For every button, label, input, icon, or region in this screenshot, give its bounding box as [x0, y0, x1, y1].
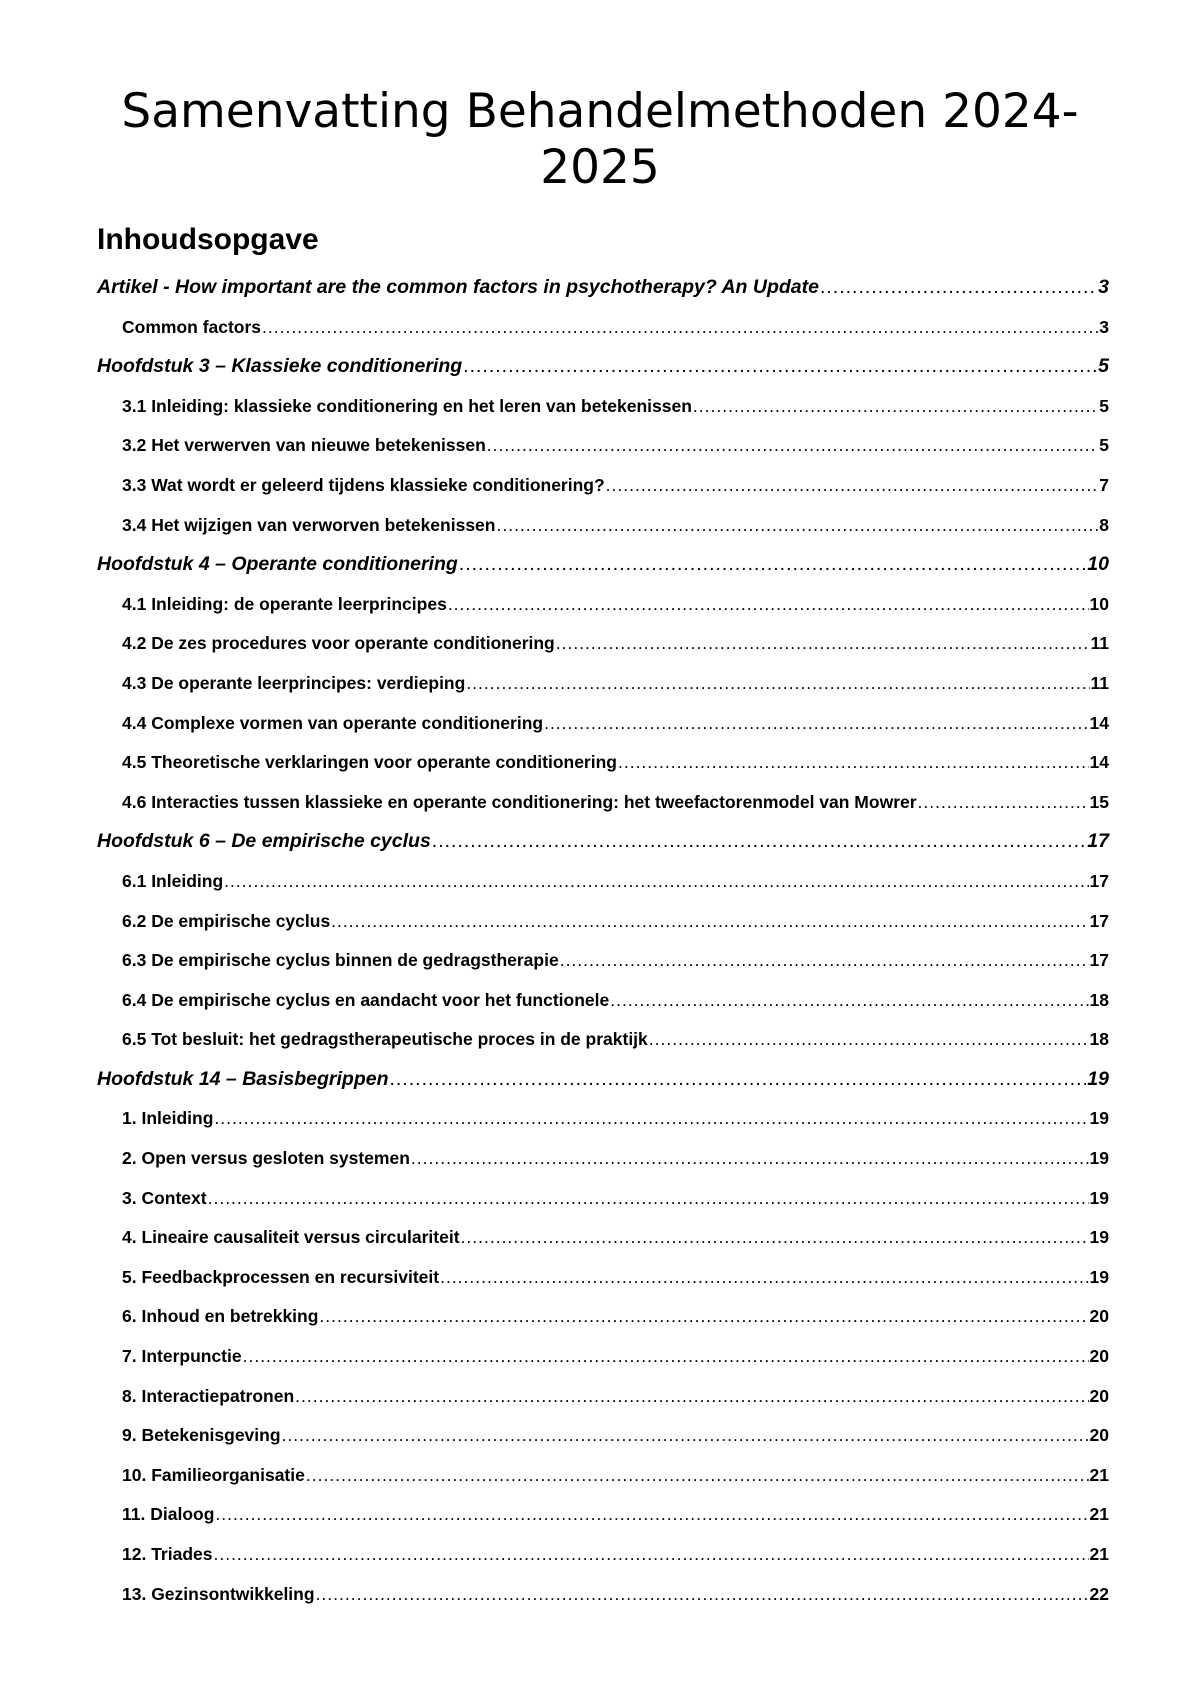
- toc-entry-label: 4.3 De operante leerprincipes: verdieping: [122, 672, 466, 693]
- toc-entry-page-number: 19: [1089, 1148, 1109, 1169]
- toc-chapter-entry[interactable]: [97, 268, 1109, 308]
- toc-entry-page-number: 19: [1089, 1187, 1109, 1208]
- toc-entry-page-number: 8: [1099, 514, 1109, 535]
- toc-dot-leader: [208, 1179, 1089, 1219]
- toc-section-entry[interactable]: [97, 308, 1109, 348]
- toc-dot-leader: [331, 902, 1088, 942]
- toc-dot-leader: [459, 545, 1087, 585]
- toc-dot-leader: [295, 1377, 1088, 1417]
- toc-dot-leader: [319, 1297, 1088, 1337]
- toc-entry-label: 4.2 De zes procedures voor operante conditionering: [122, 633, 555, 654]
- toc-section-entry[interactable]: [97, 1179, 1109, 1219]
- toc-entry-label: 9. Betekenisgeving: [122, 1425, 281, 1446]
- toc-heading: Inhoudsopgave: [97, 223, 319, 256]
- toc-entry-label: 5. Feedbackprocessen en recursiviteit: [122, 1266, 440, 1287]
- toc-entry-label: 6.2 De empirische cyclus: [122, 910, 331, 931]
- toc-dot-leader: [215, 1495, 1088, 1535]
- toc-section-entry[interactable]: [97, 1377, 1109, 1417]
- toc-dot-leader: [432, 822, 1087, 862]
- toc-entry-label: Common factors: [122, 316, 262, 337]
- toc-entry-page-number: 18: [1089, 989, 1109, 1010]
- toc-entry-label: 6. Inhoud en betrekking: [122, 1306, 319, 1327]
- toc-dot-leader: [693, 387, 1098, 427]
- toc-dot-leader: [649, 1020, 1089, 1060]
- toc-dot-leader: [411, 1139, 1089, 1179]
- toc-dot-leader: [461, 1218, 1089, 1258]
- toc-entry-page-number: 21: [1089, 1504, 1109, 1525]
- toc-entry-label: 6.4 De empirische cyclus en aandacht voor het functionele: [122, 989, 610, 1010]
- toc-section-entry[interactable]: [97, 624, 1109, 664]
- toc-entry-label: 13. Gezinsontwikkeling: [122, 1583, 315, 1604]
- toc-section-entry[interactable]: [97, 387, 1109, 427]
- document-title: Samenvatting Behandelmethoden 2024-2025: [121, 84, 1079, 195]
- toc-dot-leader: [544, 704, 1088, 744]
- toc-entry-page-number: 20: [1089, 1385, 1109, 1406]
- toc-entry-page-number: 20: [1089, 1346, 1109, 1367]
- toc-dot-leader: [606, 466, 1099, 506]
- toc-entry-label: Hoofdstuk 14 – Basisbegrippen: [97, 1067, 389, 1090]
- toc-section-entry[interactable]: [97, 585, 1109, 625]
- toc-entry-label: 11. Dialoog: [122, 1504, 215, 1525]
- toc-entry-page-number: 3: [1099, 316, 1109, 337]
- toc-chapter-entry[interactable]: [97, 545, 1109, 585]
- toc-entry-label: 3.4 Het wijzigen van verworven betekenissen: [122, 514, 496, 535]
- toc-section-entry[interactable]: [97, 1139, 1109, 1179]
- toc-dot-leader: [213, 1535, 1088, 1575]
- toc-section-entry[interactable]: [97, 1535, 1109, 1575]
- toc-section-entry[interactable]: [97, 941, 1109, 981]
- toc-entry-page-number: 10: [1089, 593, 1109, 614]
- toc-entry-label: 3.1 Inleiding: klassieke conditionering en het leren van betekenissen: [122, 395, 692, 416]
- toc-dot-leader: [306, 1456, 1089, 1496]
- toc-dot-leader: [918, 783, 1089, 823]
- toc-entry-page-number: 5: [1099, 435, 1109, 456]
- toc-section-entry[interactable]: [97, 902, 1109, 942]
- toc-section-entry[interactable]: [97, 1456, 1109, 1496]
- toc-entry-page-number: 17: [1089, 950, 1109, 971]
- toc-entry-label: Artikel - How important are the common factors in psychotherapy? An Update: [97, 276, 819, 298]
- toc-section-entry[interactable]: [97, 783, 1109, 823]
- toc-dot-leader: [389, 1060, 1086, 1100]
- toc-section-entry[interactable]: [97, 743, 1109, 783]
- toc-entry-page-number: 14: [1089, 752, 1109, 773]
- toc-dot-leader: [262, 308, 1098, 348]
- toc-dot-leader: [610, 981, 1088, 1021]
- toc-entry-page-number: 10: [1087, 553, 1109, 576]
- toc-entry-page-number: 7: [1099, 474, 1109, 495]
- toc-entry-label: 3.2 Het verwerven van nieuwe betekenissen: [122, 435, 486, 456]
- toc-chapter-entry[interactable]: [97, 347, 1109, 387]
- toc-entry-label: 4.4 Complexe vormen van operante conditionering: [122, 712, 544, 733]
- toc-entry-label: 4.1 Inleiding: de operante leerprincipes: [122, 593, 447, 614]
- toc-section-entry[interactable]: [97, 704, 1109, 744]
- toc-chapter-entry[interactable]: [97, 1060, 1109, 1100]
- toc-dot-leader: [560, 941, 1089, 981]
- toc-entry-page-number: 21: [1089, 1544, 1109, 1564]
- toc-entry-label: 4.6 Interacties tussen klassieke en operante conditionering: het tweefactorenmodel van Mowrer: [122, 791, 917, 812]
- toc-entry-label: 6.1 Inleiding: [122, 870, 224, 891]
- toc-entry-label: Hoofdstuk 6 – De empirische cyclus: [97, 830, 431, 853]
- toc-entry-page-number: 19: [1087, 1067, 1109, 1090]
- toc-entry-label: 6.3 De empirische cyclus binnen de gedragstherapie: [122, 950, 559, 971]
- toc-dot-leader: [440, 1258, 1088, 1298]
- toc-section-entry[interactable]: [97, 506, 1109, 546]
- toc-section-entry[interactable]: [97, 1099, 1109, 1139]
- toc-entry-page-number: 14: [1089, 712, 1109, 733]
- toc-dot-leader: [448, 585, 1089, 625]
- toc-entry-label: 8. Interactiepatronen: [122, 1385, 295, 1406]
- toc-entry-page-number: 17: [1089, 910, 1109, 931]
- toc-dot-leader: [496, 506, 1098, 546]
- toc-entry-label: 3. Context: [122, 1187, 207, 1208]
- toc-section-entry[interactable]: [97, 1416, 1109, 1456]
- toc-entry-label: 10. Familieorganisatie: [122, 1464, 305, 1485]
- toc-entry-label: Hoofdstuk 3 – Klassieke conditionering: [97, 355, 463, 378]
- toc-entry-page-number: 5: [1099, 395, 1109, 416]
- toc-dot-leader: [487, 426, 1098, 466]
- toc-entry-label: 4. Lineaire causaliteit versus circulariteit: [122, 1227, 460, 1248]
- toc-section-entry[interactable]: [97, 426, 1109, 466]
- toc-entry-label: 1. Inleiding: [122, 1108, 214, 1129]
- toc-section-entry[interactable]: [97, 1297, 1109, 1337]
- toc-entry-page-number: 17: [1089, 870, 1109, 891]
- toc-chapter-entry[interactable]: [97, 822, 1109, 862]
- toc-entry-label: 3.3 Wat wordt er geleerd tijdens klassieke conditionering?: [122, 474, 605, 495]
- table-of-contents: [97, 268, 1109, 1614]
- toc-entry-label: 2. Open versus gesloten systemen: [122, 1148, 410, 1169]
- toc-entry-page-number: 19: [1089, 1266, 1109, 1287]
- toc-section-entry[interactable]: [97, 1575, 1109, 1615]
- toc-entry-page-number: 20: [1089, 1425, 1109, 1446]
- toc-dot-leader: [316, 1575, 1089, 1615]
- toc-entry-label: 6.5 Tot besluit: het gedragstherapeutische proces in de praktijk: [122, 1029, 648, 1050]
- toc-section-entry[interactable]: [97, 1020, 1109, 1060]
- toc-dot-leader: [214, 1099, 1088, 1139]
- toc-section-entry[interactable]: [97, 1337, 1109, 1377]
- toc-entry-page-number: 15: [1089, 791, 1109, 812]
- toc-dot-leader: [556, 624, 1090, 664]
- toc-entry-page-number: 20: [1089, 1306, 1109, 1327]
- toc-dot-leader: [224, 862, 1088, 902]
- toc-section-entry[interactable]: [97, 1258, 1109, 1298]
- toc-entry-page-number: 21: [1089, 1464, 1109, 1485]
- toc-entry-page-number: 11: [1090, 672, 1109, 693]
- toc-entry-label: 7. Interpunctie: [122, 1346, 242, 1367]
- toc-section-entry[interactable]: [97, 862, 1109, 902]
- toc-entry-page-number: 17: [1087, 830, 1109, 853]
- toc-entry-page-number: 19: [1089, 1227, 1109, 1248]
- toc-dot-leader: [243, 1337, 1089, 1377]
- toc-section-entry[interactable]: [97, 1218, 1109, 1258]
- toc-entry-page-number: 22: [1089, 1583, 1109, 1604]
- toc-dot-leader: [820, 268, 1097, 308]
- toc-dot-leader: [466, 664, 1089, 704]
- toc-entry-page-number: 3: [1098, 276, 1109, 298]
- toc-section-entry[interactable]: [97, 466, 1109, 506]
- toc-dot-leader: [618, 743, 1089, 783]
- toc-entry-page-number: 11: [1090, 633, 1109, 654]
- toc-section-entry[interactable]: [97, 664, 1109, 704]
- toc-dot-leader: [282, 1416, 1089, 1456]
- toc-section-entry[interactable]: [97, 1495, 1109, 1535]
- toc-entry-page-number: 18: [1089, 1029, 1109, 1050]
- toc-entry-label: 12. Triades: [122, 1544, 213, 1564]
- toc-entry-page-number: 5: [1098, 355, 1109, 378]
- toc-entry-page-number: 19: [1089, 1108, 1109, 1129]
- toc-entry-label: Hoofdstuk 4 – Operante conditionering: [97, 553, 458, 576]
- toc-section-entry[interactable]: [97, 981, 1109, 1021]
- toc-entry-label: 4.5 Theoretische verklaringen voor operante conditionering: [122, 752, 617, 773]
- toc-dot-leader: [463, 347, 1097, 387]
